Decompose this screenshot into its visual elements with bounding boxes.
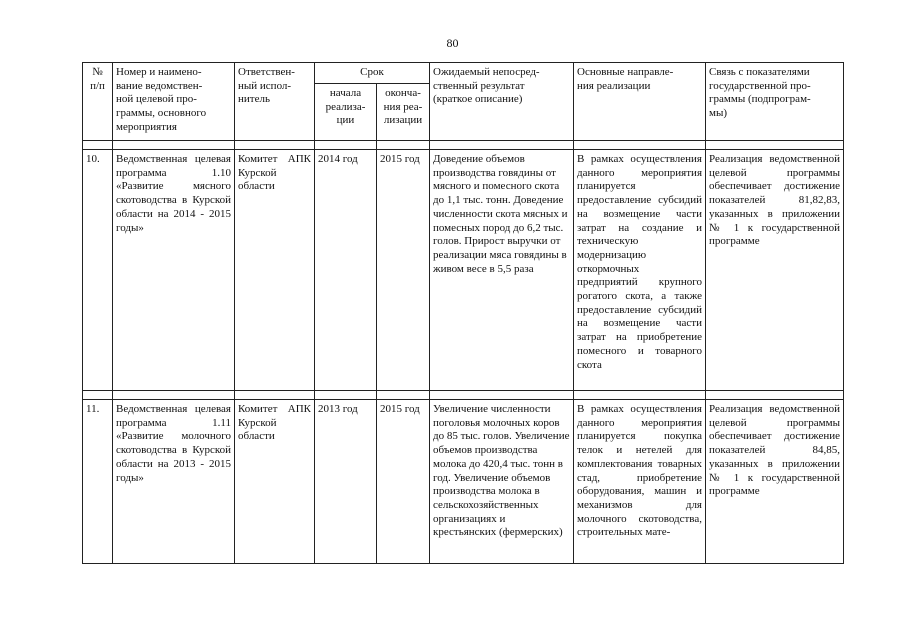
row-num: 10. <box>83 150 113 391</box>
row-num: 11. <box>83 400 113 564</box>
header-directions: Основные направле- ния реализации <box>574 63 706 141</box>
page-number: 80 <box>446 36 459 50</box>
row-responsible: Комитет АПК Курской области <box>235 400 315 564</box>
row-link: Реализация ведомственной целевой программы обеспечивает достижение показателей 84,85, указанных в приложении № 1 к государственной программе <box>706 400 844 564</box>
row-name: Ведомственная целевая программа 1.10 «Развитие мясного скотоводства в Курской области на 2014 - 2015 годы» <box>113 150 235 391</box>
header-name: Номер и наимено- вание ведомствен- ной целевой про- граммы, основного мероприятия <box>113 63 235 141</box>
row-result: Увеличение численности поголовья молочных коров до 85 тыс. голов. Увеличение объемов производства молока до 420,4 тыс. тонн в год. Увеличение объемов производства молока в сельскохозяйственных организациях и крестьянских (фермерских) <box>430 400 574 564</box>
row-end: 2015 год <box>377 150 430 391</box>
row-directions: В рамках осуществления данного мероприятия планируется предоставление субсидий на возмещение части затрат на создание и техническую модернизацию откормочных предприятий крупного рогатого скота, а также предоставление субсидий на возмещение части затрат на приобретение помесного и товарного скота <box>574 150 706 391</box>
header-term-end: оконча- ния реа- лизации <box>377 84 430 141</box>
spacer-row <box>83 391 844 400</box>
table-row <box>83 150 844 391</box>
row-responsible: Комитет АПК Курской области <box>235 150 315 391</box>
header-row <box>83 63 844 84</box>
row-directions: В рамках осуществления данного мероприятия планируется покупка телок и нетелей для комплектования товарных стад, приобретение оборудования, машин и механизмов для молочного скотоводства, строительных мате- <box>574 400 706 564</box>
header-term-start: начала реализа- ции <box>315 84 377 141</box>
header-num: № п/п <box>83 63 113 141</box>
table-row <box>83 400 844 564</box>
spacer-row <box>83 141 844 150</box>
row-start: 2013 год <box>315 400 377 564</box>
header-link: Связь с показателями государственной про- граммы (подпрограм- мы) <box>706 63 844 141</box>
row-result: Доведение объемов производства говядины от мясного и помесного скота до 1,1 тыс. тонн. Доведение численности скота мясных и помесных пород до 6,2 тыс. голов. Прирост выручки от реализации мяса говядины в живом весе в 5,5 раза <box>430 150 574 391</box>
header-result: Ожидаемый непосред- ственный результат (краткое описание) <box>430 63 574 141</box>
header-term: Срок <box>315 63 430 84</box>
header-responsible: Ответствен- ный испол- нитель <box>235 63 315 141</box>
row-link: Реализация ведомственной целевой программы обеспечивает достижение показателей 81,82,83, указанных в приложении № 1 к государственной программе <box>706 150 844 391</box>
row-name: Ведомственная целевая программа 1.11 «Развитие молочного скотоводства в Курской области на 2013 - 2015 годы» <box>113 400 235 564</box>
program-table <box>82 62 844 564</box>
row-start: 2014 год <box>315 150 377 391</box>
row-end: 2015 год <box>377 400 430 564</box>
